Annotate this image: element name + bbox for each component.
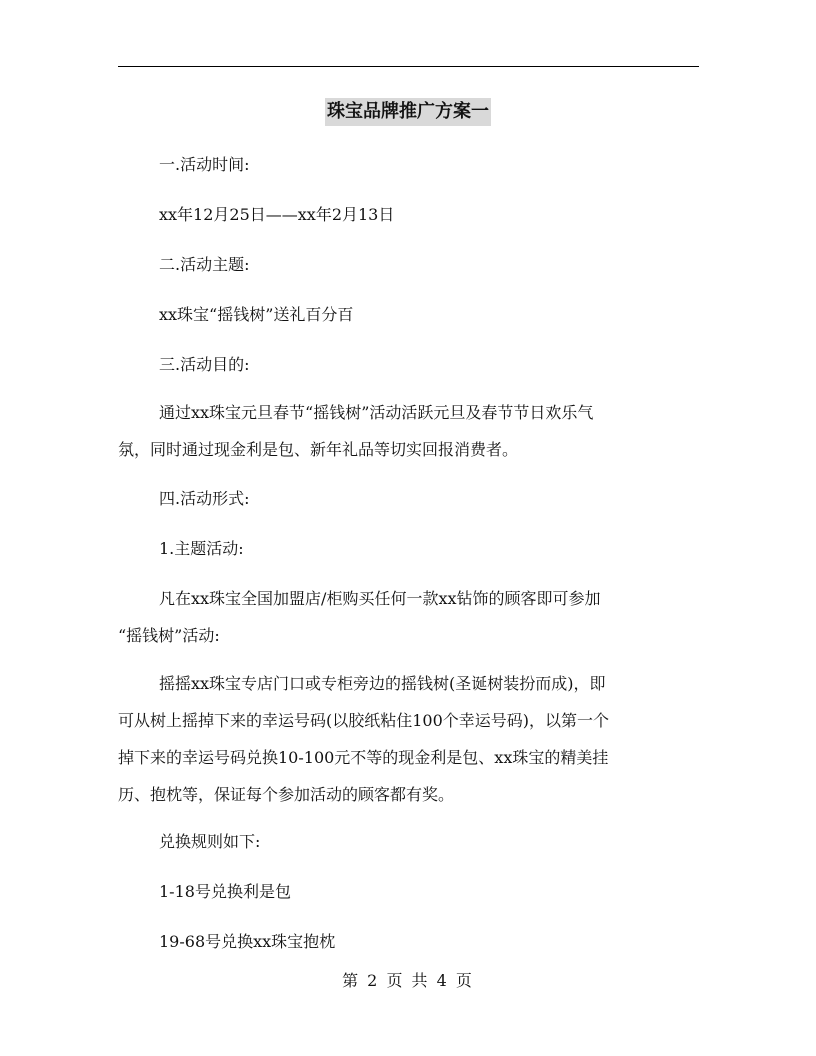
section-3-paragraph [118,394,700,468]
rules-heading: 兑换规则如下: [159,832,261,851]
paragraph-line: 凡在xx珠宝全国加盟店/柜购买任何一款xx钻饰的顾客即可参加 [159,589,601,608]
section-4-subheading: 1.主题活动: [159,539,244,558]
section-1-heading: 一.活动时间: [159,155,250,174]
document-title-wrap [0,98,816,126]
section-2-body: xx珠宝“摇钱树”送礼百分百 [159,305,354,324]
paragraph-line: 通过xx珠宝元旦春节“摇钱树”活动活跃元旦及春节节日欢乐气 [159,403,594,422]
section-1-body: xx年12月25日——xx年2月13日 [159,205,395,224]
paragraph-2 [118,665,700,813]
section-2-heading: 二.活动主题: [159,255,250,274]
page-footer: 第 2 页 共 4 页 [342,971,474,990]
paragraph-line: 氛，同时通过现金利是包、新年礼品等切实回报消费者。 [118,440,519,459]
header-rule [118,66,699,67]
section-4-heading: 四.活动形式: [159,489,250,508]
paragraph-line: 历、抱枕等，保证每个参加活动的顾客都有奖。 [118,785,455,804]
document-title: 珠宝品牌推广方案一 [325,98,491,126]
paragraph-1 [118,580,700,654]
rule-item-1: 1-18号兑换利是包 [159,882,291,901]
paragraph-line: 摇摇xx珠宝专店门口或专柜旁边的摇钱树(圣诞树装扮而成)，即 [159,674,606,693]
paragraph-line: “摇钱树”活动: [118,626,220,645]
rule-item-2: 19-68号兑换xx珠宝抱枕 [159,932,336,951]
paragraph-line: 可从树上摇掉下来的幸运号码(以胶纸粘住100个幸运号码)，以第一个 [118,711,610,730]
section-3-heading: 三.活动目的: [159,355,250,374]
paragraph-line: 掉下来的幸运号码兑换10-100元不等的现金利是包、xx珠宝的精美挂 [118,748,609,767]
